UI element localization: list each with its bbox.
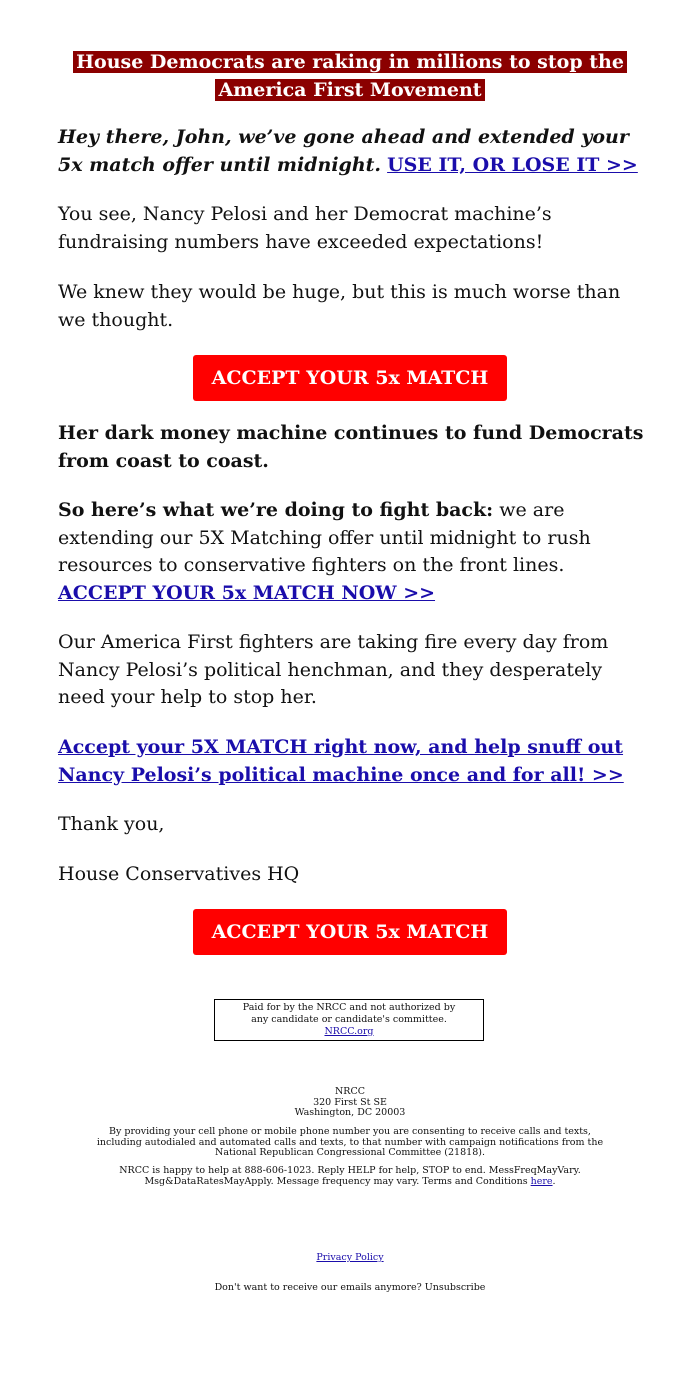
headline-line-1: House Democrats are raking in millions to stop the	[73, 51, 627, 73]
intro-paragraph	[58, 124, 648, 179]
signature: House Conservatives HQ	[58, 863, 300, 885]
paragraph-fighters: Our America First fighters are taking fire every day from Nancy Pelosi’s political henchman, and they desperately need your help to stop her.	[58, 631, 609, 708]
accept-5x-match-right-now-link[interactable]: Accept your 5X MATCH right now, and help snuff out Nancy Pelosi’s political machine once and for all! >>	[58, 736, 624, 786]
paragraph-fundraising: You see, Nancy Pelosi and her Democrat machine’s fundraising numbers have exceeded expectations!	[58, 203, 552, 253]
accept-match-button-top[interactable]: ACCEPT YOUR 5x MATCH	[193, 355, 507, 401]
headline	[58, 48, 642, 104]
use-it-or-lose-it-link[interactable]: USE IT, OR LOSE IT >>	[387, 153, 638, 176]
paid-for-disclaimer	[214, 999, 484, 1041]
help-text	[95, 1166, 605, 1187]
paid-for-text: Paid for by the NRCC and not authorized by any candidate or candidate's committee.	[242, 1002, 456, 1025]
thanks-text: Thank you,	[58, 813, 165, 835]
accept-match-now-link[interactable]: ACCEPT YOUR 5x MATCH NOW >>	[58, 581, 436, 604]
accept-match-button-bottom[interactable]: ACCEPT YOUR 5x MATCH	[193, 909, 507, 955]
headline-line-2: America First Movement	[215, 79, 484, 101]
privacy-policy-link[interactable]: Privacy Policy	[316, 1252, 384, 1263]
help-end: .	[552, 1175, 556, 1187]
unsubscribe-text[interactable]: Don't want to receive our emails anymore? Unsubscribe	[214, 1282, 486, 1293]
fight-back-lead: So here’s what we’re doing to fight back:	[58, 499, 494, 521]
help-body: NRCC is happy to help at 888-606-1023. Reply HELP for help, STOP to end. MessFreqMayVary. Msg&DataRatesMayApply. Message frequency may vary. Terms and Conditions	[119, 1165, 581, 1187]
paragraph-worse: We knew they would be huge, but this is much worse than we thought.	[58, 281, 621, 331]
fight-back-body: we are extending our 5X Matching offer until midnight to rush resources to conservative fighters on the front lines.	[58, 499, 591, 576]
nrcc-org-link[interactable]: NRCC.org	[324, 1026, 374, 1037]
paragraph-dark-money: Her dark money machine continues to fund Democrats from coast to coast.	[58, 422, 644, 472]
paragraph-snuff-out	[58, 734, 648, 789]
intro-greeting: Hey there, John, we’ve gone ahead and extended your 5x match offer until midnight.	[58, 126, 629, 176]
sms-consent-text: By providing your cell phone or mobile phone number you are consenting to receive calls and texts, including autodialed and automated calls and texts, to that number with campaign notifications from the National Republican Congressional Committee (21818).	[96, 1126, 604, 1158]
mailing-address	[95, 1087, 605, 1119]
address-org: NRCC	[334, 1086, 365, 1097]
terms-here-link[interactable]: here	[530, 1175, 553, 1187]
paragraph-fight-back	[58, 497, 648, 607]
privacy-policy-container	[95, 1253, 605, 1264]
address-street: 320 First St SE	[313, 1096, 387, 1108]
address-city: Washington, DC 20003	[294, 1107, 406, 1118]
